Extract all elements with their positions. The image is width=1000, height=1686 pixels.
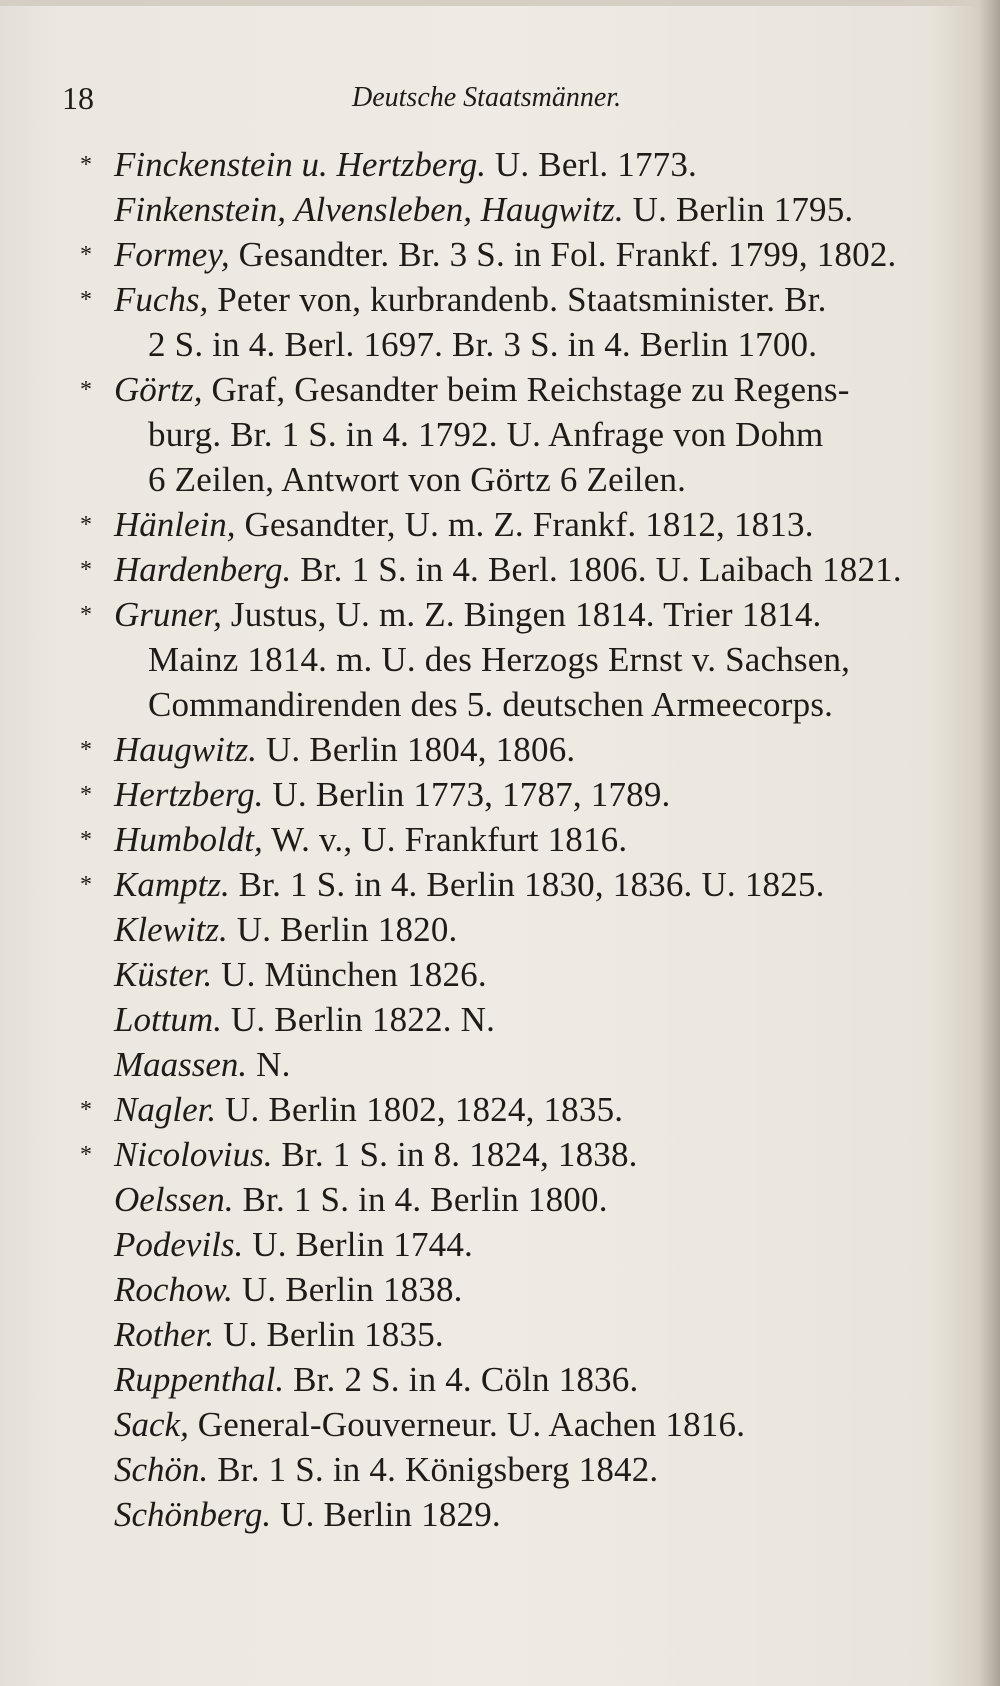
page-number: 18 bbox=[62, 80, 94, 116]
entry-first-line bbox=[80, 1042, 970, 1087]
asterisk-marker: * bbox=[80, 1097, 92, 1123]
entry-first-line bbox=[80, 547, 970, 592]
entry-name: Schönberg. bbox=[114, 1495, 272, 1534]
list-item bbox=[80, 367, 970, 502]
entry-first-line bbox=[80, 1087, 970, 1132]
list-item bbox=[80, 952, 970, 997]
entry-first-line bbox=[80, 862, 970, 907]
entry-text: Br. 1 S. in 4. Königsberg 1842. bbox=[208, 1450, 659, 1489]
entry-first-line bbox=[80, 727, 970, 772]
list-item bbox=[80, 772, 970, 817]
list-item bbox=[80, 502, 970, 547]
entry-name: Schön. bbox=[114, 1450, 209, 1489]
entry-text: U. Berlin 1835. bbox=[214, 1315, 444, 1354]
entry-first-line bbox=[80, 367, 970, 412]
entry-name: Maassen. bbox=[114, 1045, 248, 1084]
entry-name: Finkenstein, Alvensleben, Haugwitz. bbox=[114, 190, 624, 229]
entry-first-line bbox=[80, 1447, 970, 1492]
entry-first-line bbox=[80, 1177, 970, 1222]
continuation-text: 6 Zeilen, Antwort von Görtz 6 Zeilen. bbox=[148, 460, 687, 499]
entry-first-line bbox=[80, 817, 970, 862]
asterisk-marker: * bbox=[80, 737, 92, 763]
entry-first-line bbox=[80, 907, 970, 952]
entry-first-line bbox=[80, 187, 970, 232]
entry-name: Rochow. bbox=[114, 1270, 233, 1309]
entry-text: U. Berlin 1795. bbox=[623, 190, 854, 229]
entry-name: Nagler. bbox=[114, 1090, 217, 1129]
continuation-text: 2 S. in 4. Berl. 1697. Br. 3 S. in 4. Berlin 1700. bbox=[148, 325, 818, 364]
entry-text: Graf, Gesandter beim Reichstage zu Regens- bbox=[202, 370, 850, 409]
entry-text: U. Berlin 1773, 1787, 1789. bbox=[263, 775, 671, 814]
entry-name: Sack, bbox=[114, 1405, 189, 1444]
top-edge bbox=[0, 0, 978, 6]
entry-first-line bbox=[80, 772, 970, 817]
entry-first-line bbox=[80, 1222, 970, 1267]
entry-text: Gesandter, U. m. Z. Frankf. 1812, 1813. bbox=[235, 505, 814, 544]
entry-text: U. Berlin 1829. bbox=[271, 1495, 501, 1534]
list-item bbox=[80, 727, 970, 772]
list-item bbox=[80, 1492, 970, 1537]
entry-first-line bbox=[80, 1357, 970, 1402]
asterisk-marker: * bbox=[80, 602, 92, 628]
list-item bbox=[80, 187, 970, 232]
entry-name: Formey, bbox=[114, 235, 230, 274]
entry-text: U. München 1826. bbox=[212, 955, 487, 994]
list-item bbox=[80, 1177, 970, 1222]
asterisk-marker: * bbox=[80, 872, 92, 898]
entry-text: U. Berlin 1744. bbox=[243, 1225, 473, 1264]
entry-name: Hardenberg. bbox=[114, 550, 292, 589]
asterisk-marker: * bbox=[80, 242, 92, 268]
list-item bbox=[80, 277, 970, 367]
entry-name: Podevils. bbox=[114, 1225, 244, 1264]
entry-first-line bbox=[80, 1132, 970, 1177]
entry-text: U. Berlin 1802, 1824, 1835. bbox=[216, 1090, 624, 1129]
entry-continuation-line bbox=[80, 637, 970, 682]
asterisk-marker: * bbox=[80, 557, 92, 583]
running-title: Deutsche Staatsmänner. bbox=[352, 82, 622, 113]
list-item bbox=[80, 1087, 970, 1132]
entry-name: Nicolovius. bbox=[114, 1135, 273, 1174]
entry-text: Br. 1 S. in 8. 1824, 1838. bbox=[272, 1135, 638, 1174]
entry-list bbox=[80, 142, 970, 1537]
list-item bbox=[80, 1267, 970, 1312]
list-item bbox=[80, 1312, 970, 1357]
entry-name: Ruppenthal. bbox=[114, 1360, 285, 1399]
entry-text: Justus, U. m. Z. Bingen 1814. Trier 1814. bbox=[221, 595, 822, 634]
entry-name: Oelssen. bbox=[114, 1180, 234, 1219]
continuation-text: Commandirenden des 5. deutschen Armeecorps. bbox=[148, 685, 834, 724]
page-header bbox=[62, 78, 962, 118]
entry-text: General-Gouverneur. U. Aachen 1816. bbox=[188, 1405, 746, 1444]
list-item bbox=[80, 232, 970, 277]
continuation-text: Mainz 1814. m. U. des Herzogs Ernst v. Sachsen, bbox=[148, 640, 851, 679]
entry-name: Humboldt, bbox=[114, 820, 263, 859]
list-item bbox=[80, 547, 970, 592]
entry-first-line bbox=[80, 142, 970, 187]
asterisk-marker: * bbox=[80, 782, 92, 808]
entry-text: U. Berlin 1804, 1806. bbox=[256, 730, 576, 769]
entry-first-line bbox=[80, 502, 970, 547]
entry-first-line bbox=[80, 1402, 970, 1447]
list-item bbox=[80, 907, 970, 952]
entry-first-line bbox=[80, 952, 970, 997]
entry-text: Br. 2 S. in 4. Cöln 1836. bbox=[284, 1360, 639, 1399]
list-item bbox=[80, 1222, 970, 1267]
entry-first-line bbox=[80, 1492, 970, 1537]
entry-first-line bbox=[80, 1312, 970, 1357]
list-item bbox=[80, 592, 970, 727]
entry-text: U. Berlin 1820. bbox=[227, 910, 458, 949]
entry-text: U. Berlin 1822. N. bbox=[221, 1000, 496, 1039]
list-item bbox=[80, 1402, 970, 1447]
entry-name: Küster. bbox=[114, 955, 213, 994]
entry-continuation-line bbox=[80, 322, 970, 367]
entry-text: Gesandter. Br. 3 S. in Fol. Frankf. 1799, 1802. bbox=[229, 235, 897, 274]
entry-text: W. v., U. Frankfurt 1816. bbox=[262, 820, 628, 859]
list-item bbox=[80, 1447, 970, 1492]
list-item bbox=[80, 1132, 970, 1177]
entry-first-line bbox=[80, 1267, 970, 1312]
entry-continuation-line bbox=[80, 457, 970, 502]
entry-text: Br. 1 S. in 4. Berlin 1830, 1836. U. 1825. bbox=[229, 865, 825, 904]
entry-text: U. Berl. 1773. bbox=[485, 145, 697, 184]
entry-first-line bbox=[80, 232, 970, 277]
entry-text: Br. 1 S. in 4. Berlin 1800. bbox=[233, 1180, 608, 1219]
entry-first-line bbox=[80, 592, 970, 637]
entry-continuation-line bbox=[80, 682, 970, 727]
list-item bbox=[80, 1357, 970, 1402]
asterisk-marker: * bbox=[80, 827, 92, 853]
list-item bbox=[80, 862, 970, 907]
entry-first-line bbox=[80, 277, 970, 322]
list-item bbox=[80, 817, 970, 862]
entry-text: Br. 1 S. in 4. Berl. 1806. U. Laibach 1821. bbox=[291, 550, 902, 589]
asterisk-marker: * bbox=[80, 1142, 92, 1168]
entry-name: Görtz, bbox=[114, 370, 203, 409]
entry-name: Hertzberg. bbox=[114, 775, 264, 814]
entry-continuation-line bbox=[80, 412, 970, 457]
entry-first-line bbox=[80, 997, 970, 1042]
asterisk-marker: * bbox=[80, 377, 92, 403]
list-item bbox=[80, 997, 970, 1042]
entry-text: N. bbox=[247, 1045, 291, 1084]
entry-name: Haugwitz. bbox=[114, 730, 257, 769]
entry-name: Finckenstein u. Hertzberg. bbox=[114, 145, 486, 184]
entry-name: Lottum. bbox=[114, 1000, 222, 1039]
asterisk-marker: * bbox=[80, 152, 92, 178]
continuation-text: burg. Br. 1 S. in 4. 1792. U. Anfrage von Dohm bbox=[148, 415, 824, 454]
list-item bbox=[80, 142, 970, 187]
entry-name: Fuchs, bbox=[114, 280, 209, 319]
entry-name: Klewitz. bbox=[114, 910, 228, 949]
entry-name: Gruner, bbox=[114, 595, 222, 634]
asterisk-marker: * bbox=[80, 287, 92, 313]
entry-name: Hänlein, bbox=[114, 505, 236, 544]
entry-name: Rother. bbox=[114, 1315, 215, 1354]
entry-name: Kamptz. bbox=[114, 865, 230, 904]
page-edge-shadow bbox=[978, 0, 1000, 1686]
asterisk-marker: * bbox=[80, 512, 92, 538]
entry-text: U. Berlin 1838. bbox=[232, 1270, 463, 1309]
list-item bbox=[80, 1042, 970, 1087]
entry-text: Peter von, kurbrandenb. Staatsminister. Br. bbox=[208, 280, 827, 319]
